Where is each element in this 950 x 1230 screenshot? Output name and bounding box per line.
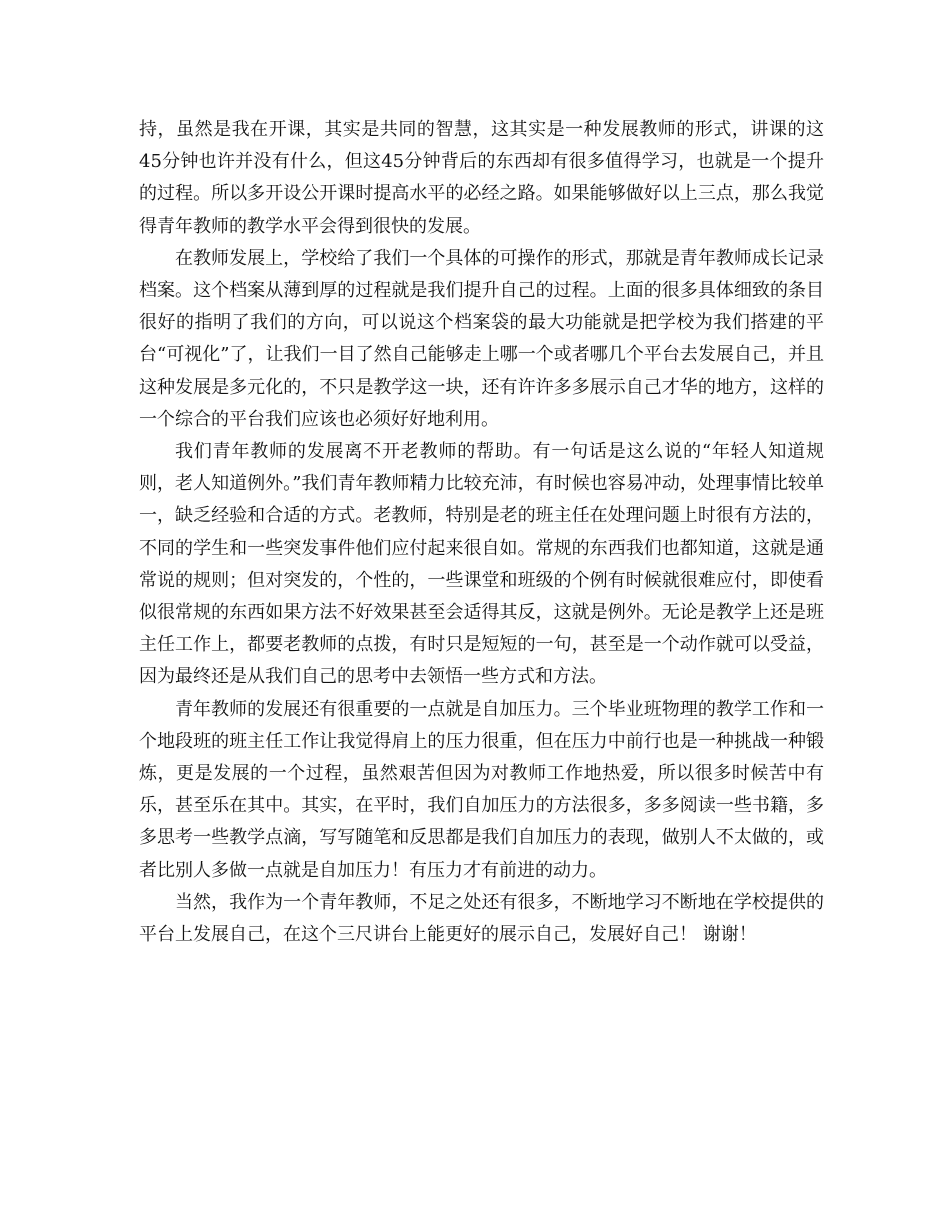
paragraph-closing: 当然，我作为一个青年教师，不足之处还有很多，不断地学习不断地在学校提供的平台上发展自己，在这个三尺讲台上能更好的展示自己，发展好自己！ 谢谢！: [139, 891, 824, 946]
paragraph-continuation: 持，虽然是我在开课，其实是共同的智慧，这其实是一种发展教师的形式，讲课的这45分钟也许并没有什么，但这45分钟背后的东西却有很多值得学习，也就是一个提升的过程。所以多开设公开课时提高水平的必经之路。如果能够做好以上三点，那么我觉得青年教师的教学水平会得到很快的发展。: [139, 119, 824, 237]
paragraph-self-pressure: 青年教师的发展还有很重要的一点就是自加压力。三个毕业班物理的教学工作和一个地段班的班主任工作让我觉得肩上的压力很重，但在压力中前行也是一种挑战一种锻炼，更是发展的一个过程，虽然艰苦但因为对教师工作地热爱，所以很多时候苦中有乐，甚至乐在其中。其实，在平时，我们自加压力的方法很多，多多阅读一些书籍，多多思考一些教学点滴，写写随笔和反思都是我们自加压力的表现，做别人不太做的，或者比别人多做一点就是自加压力！有压力才有前进的动力。: [139, 698, 824, 881]
document-body: [139, 114, 824, 951]
paragraph-archive: 在教师发展上，学校给了我们一个具体的可操作的形式，那就是青年教师成长记录档案。这个档案从薄到厚的过程就是我们提升自己的过程。上面的很多具体细致的条目很好的指明了我们的方向，可以说这个档案袋的最大功能就是把学校为我们搭建的平台“可视化”了，让我们一目了然自己能够走上哪一个或者哪几个平台去发展自己，并且这种发展是多元化的，不只是教学这一块，还有许许多多展示自己才华的地方，这样的一个综合的平台我们应该也必须好好地利用。: [139, 247, 824, 430]
paragraph-senior-teachers: 我们青年教师的发展离不开老教师的帮助。有一句话是这么说的“年轻人知道规则，老人知道例外。”我们青年教师精力比较充沛，有时候也容易冲动，处理事情比较单一，缺乏经验和合适的方式。老教师，特别是老的班主任在处理问题上时很有方法的，不同的学生和一些突发事件他们应付起来很自如。常规的东西我们也都知道，这就是通常说的规则；但对突发的，个性的，一些课堂和班级的个例有时候就很难应付，即使看似很常规的东西如果方法不好效果甚至会适得其反，这就是例外。无论是教学上还是班主任工作上，都要老教师的点拨，有时只是短短的一句，甚至是一个动作就可以受益，因为最终还是从我们自己的思考中去领悟一些方式和方法。: [139, 441, 824, 688]
